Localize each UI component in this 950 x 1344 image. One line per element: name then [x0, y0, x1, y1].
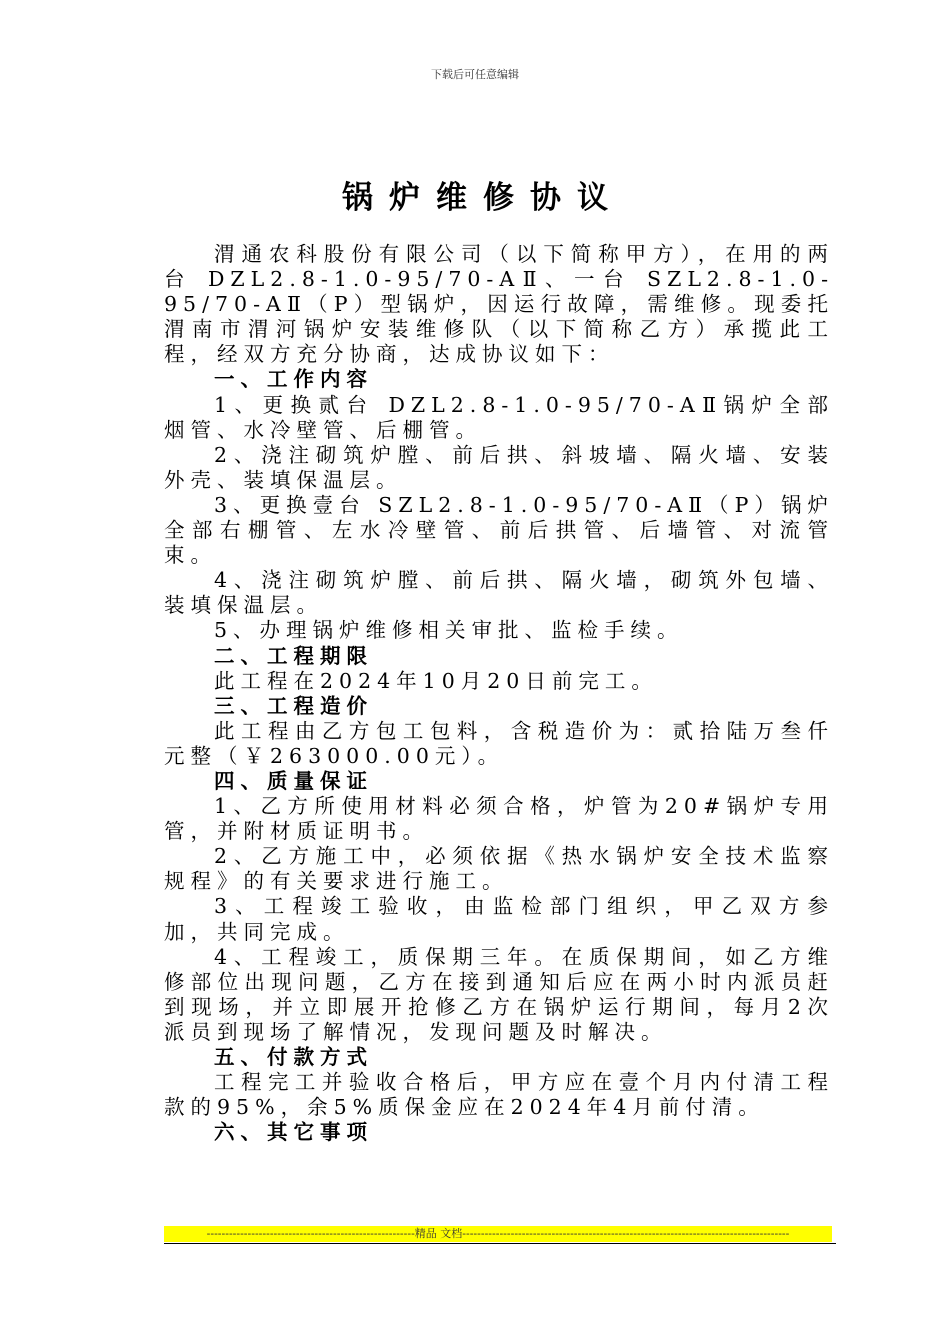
section-heading-work-content: 一、工作内容 — [214, 367, 373, 392]
work-item-3: 3、更换壹台 SZL2.8-1.0-95/70-AⅡ（P）锅炉全部右棚管、左水冷壁管、前后拱管、后墙管、对流管束。 — [164, 492, 834, 568]
document-body — [164, 242, 834, 1145]
section-heading-other: 六、其它事项 — [214, 1120, 373, 1145]
footer-banner: --------------------------------------------------------精品 文档---------------------------------------------------------------------------------------- — [164, 1226, 832, 1242]
section-heading-cost: 三、工程造价 — [214, 693, 373, 718]
schedule-text: 此工程在2024年10月20日前完工。 — [214, 668, 658, 693]
payment-text: 工程完工并验收合格后，甲方应在壹个月内付清工程款的95%，余5%质保金应在2024年4月前付清。 — [164, 1070, 834, 1120]
work-item-5: 5、办理锅炉维修相关审批、监检手续。 — [214, 618, 684, 643]
section-heading-schedule: 二、工程期限 — [214, 643, 373, 668]
quality-item-1: 1、乙方所使用材料必须合格，炉管为20#锅炉专用管，并附材质证明书。 — [164, 794, 834, 844]
intro-paragraph: 渭通农科股份有限公司（以下简称甲方），在用的两台 DZL2.8-1.0-95/70-AⅡ、一台 SZL2.8-1.0-95/70-AⅡ（P）型锅炉，因运行故障，需维修。现委托渭南市渭河锅炉安装维修队（以下简称乙方）承揽此工程，经双方充分协商，达成协议如下： — [164, 242, 834, 367]
quality-item-2: 2、乙方施工中，必须依据《热水锅炉安全技术监察规程》的有关要求进行施工。 — [164, 844, 834, 894]
section-heading-payment: 五、付款方式 — [214, 1045, 373, 1069]
work-item-4: 4、浇注砌筑炉膛、前后拱、隔火墙，砌筑外包墙、装填保温层。 — [164, 568, 834, 618]
cost-text: 此工程由乙方包工包料，含税造价为：贰拾陆万叁仟元整（￥263000.00元）。 — [164, 718, 834, 768]
work-item-2: 2、浇注砌筑炉膛、前后拱、斜坡墙、隔火墙、安装外壳、装填保温层。 — [164, 442, 834, 492]
quality-item-4: 4、工程竣工，质保期三年。在质保期间，如乙方维修部位出现问题，乙方在接到通知后应在两小时内派员赶到现场，并立即展开抢修乙方在锅炉运行期间，每月2次派员到现场了解情况，发现问题及时解决。 — [164, 944, 834, 1044]
footer-divider — [164, 1243, 836, 1244]
quality-item-3: 3、工程竣工验收，由监检部门组织，甲乙双方参加，共同完成。 — [164, 894, 834, 944]
work-item-1: 1、更换贰台 DZL2.8-1.0-95/70-AⅡ锅炉全部烟管、水冷壁管、后棚管。 — [164, 392, 834, 442]
header-note: 下载后可任意编辑 — [431, 68, 519, 81]
section-heading-quality: 四、质量保证 — [214, 768, 373, 793]
document-title: 锅炉维修协议 — [342, 180, 624, 216]
